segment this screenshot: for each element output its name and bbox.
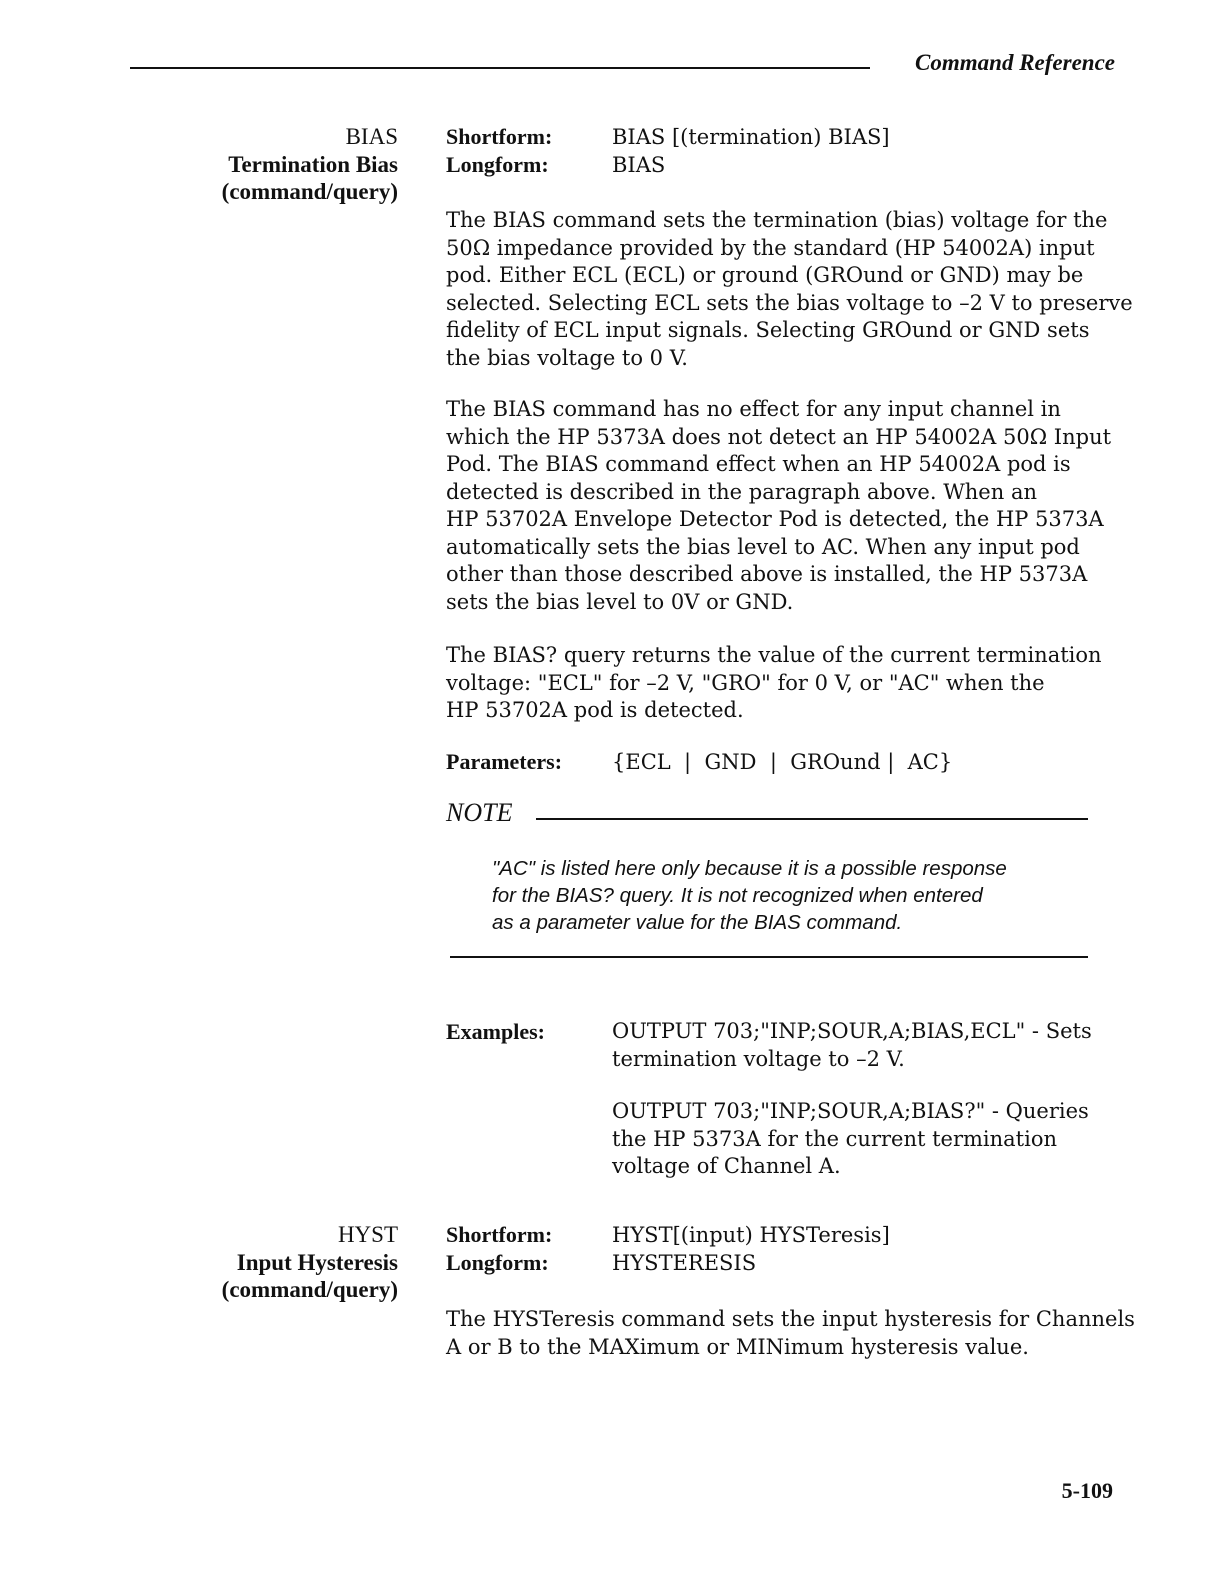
- text-line: HP 53702A Envelope Detector Pod is detected, the HP 5373A: [446, 507, 1104, 531]
- hyst-para1: [446, 1306, 1135, 1361]
- text-line: for the BIAS? query. It is not recognized when entered: [492, 884, 983, 907]
- command-name: HYST: [337, 1222, 398, 1247]
- text-line: termination voltage to –2 V.: [612, 1046, 905, 1071]
- text-line: HP 53702A pod is detected.: [446, 698, 744, 722]
- bias-para3: [446, 642, 1116, 725]
- text-line: OUTPUT 703;"INP;SOUR,A;BIAS,ECL" - Sets: [612, 1019, 1092, 1043]
- text-line: Longform:: [446, 1250, 549, 1275]
- bias-longform: [446, 151, 665, 180]
- command-type: (command/query): [221, 1277, 398, 1302]
- text-line: Shortform:: [446, 1222, 553, 1247]
- text-line: automatically sets the bias level to AC. When any input pod: [446, 534, 1080, 559]
- header-title: Command Reference: [915, 50, 1115, 75]
- text-line: HYST[(input) HYSTeresis]: [612, 1223, 890, 1247]
- text-line: pod. Either ECL (ECL) or ground (GROund or GND) may be: [446, 263, 1084, 287]
- text-line: The HYSTeresis command sets the input hysteresis for Channels: [446, 1307, 1135, 1331]
- text-line: The BIAS command has no effect for any input channel in: [446, 397, 1061, 421]
- hyst-shortform: [446, 1221, 890, 1250]
- command-title: Input Hysteresis: [236, 1249, 398, 1275]
- bias-parameters: [446, 748, 952, 777]
- bias-examples-label: [446, 1018, 612, 1047]
- command-name: BIAS: [345, 124, 398, 149]
- bias-label: [222, 123, 398, 206]
- text-line: 50Ω impedance provided by the standard (HP 54002A) input: [446, 235, 1095, 260]
- text-line: Pod. The BIAS command effect when an HP 54002A pod is: [446, 452, 1071, 476]
- text-line: fidelity of ECL input signals. Selecting GROund or GND sets: [446, 318, 1090, 342]
- bias-shortform: [446, 123, 890, 152]
- text-line: as a parameter value for the BIAS command.: [492, 911, 903, 934]
- text-line: sets the bias level to 0V or GND.: [446, 589, 794, 614]
- text-line: which the HP 5373A does not detect an HP 54002A 50Ω Input: [446, 424, 1112, 449]
- text-line: other than those described above is installed, the HP 5373A: [446, 562, 1088, 586]
- text-line: Longform:: [446, 152, 549, 177]
- note-bottom-rule: [450, 956, 1088, 958]
- hyst-label: [222, 1221, 398, 1304]
- text-line: {ECL | GND | GROund | AC}: [612, 750, 953, 774]
- page-number: 5-109: [1061, 1478, 1113, 1503]
- header-rule: [130, 67, 870, 69]
- text-line: Examples:: [446, 1019, 545, 1044]
- hyst-longform: [446, 1249, 756, 1278]
- text-line: voltage of Channel A.: [612, 1154, 841, 1178]
- text-line: A or B to the MAXimum or MINimum hysteresis value.: [446, 1334, 1029, 1359]
- command-type: (command/query): [221, 179, 398, 204]
- text-line: The BIAS command sets the termination (bias) voltage for the: [446, 208, 1108, 232]
- text-line: The BIAS? query returns the value of the current termination: [446, 643, 1102, 667]
- note-top-rule: [536, 818, 1088, 820]
- text-line: OUTPUT 703;"INP;SOUR,A;BIAS?" - Queries: [612, 1099, 1089, 1123]
- text-line: the HP 5373A for the current termination: [612, 1126, 1057, 1151]
- text-line: BIAS: [612, 153, 666, 177]
- text-line: HYSTERESIS: [612, 1251, 757, 1275]
- note-text: [492, 855, 1007, 936]
- text-line: BIAS [(termination) BIAS]: [612, 125, 890, 149]
- bias-para1: [446, 207, 1133, 372]
- example-2: [612, 1098, 1089, 1181]
- text-line: selected. Selecting ECL sets the bias voltage to –2 V to preserve: [446, 290, 1133, 315]
- note-title: NOTE: [446, 798, 513, 827]
- example-1: [612, 1018, 1092, 1073]
- text-line: Parameters:: [446, 749, 563, 774]
- text-line: "AC" is listed here only because it is a possible response: [492, 857, 1007, 880]
- text-line: detected is described in the paragraph above. When an: [446, 479, 1037, 504]
- text-line: voltage: "ECL" for –2 V, "GRO" for 0 V, or "AC" when the: [446, 670, 1045, 695]
- text-line: the bias voltage to 0 V.: [446, 345, 688, 370]
- command-title: Termination Bias: [228, 151, 398, 177]
- text-line: Shortform:: [446, 124, 553, 149]
- bias-para2: [446, 396, 1116, 616]
